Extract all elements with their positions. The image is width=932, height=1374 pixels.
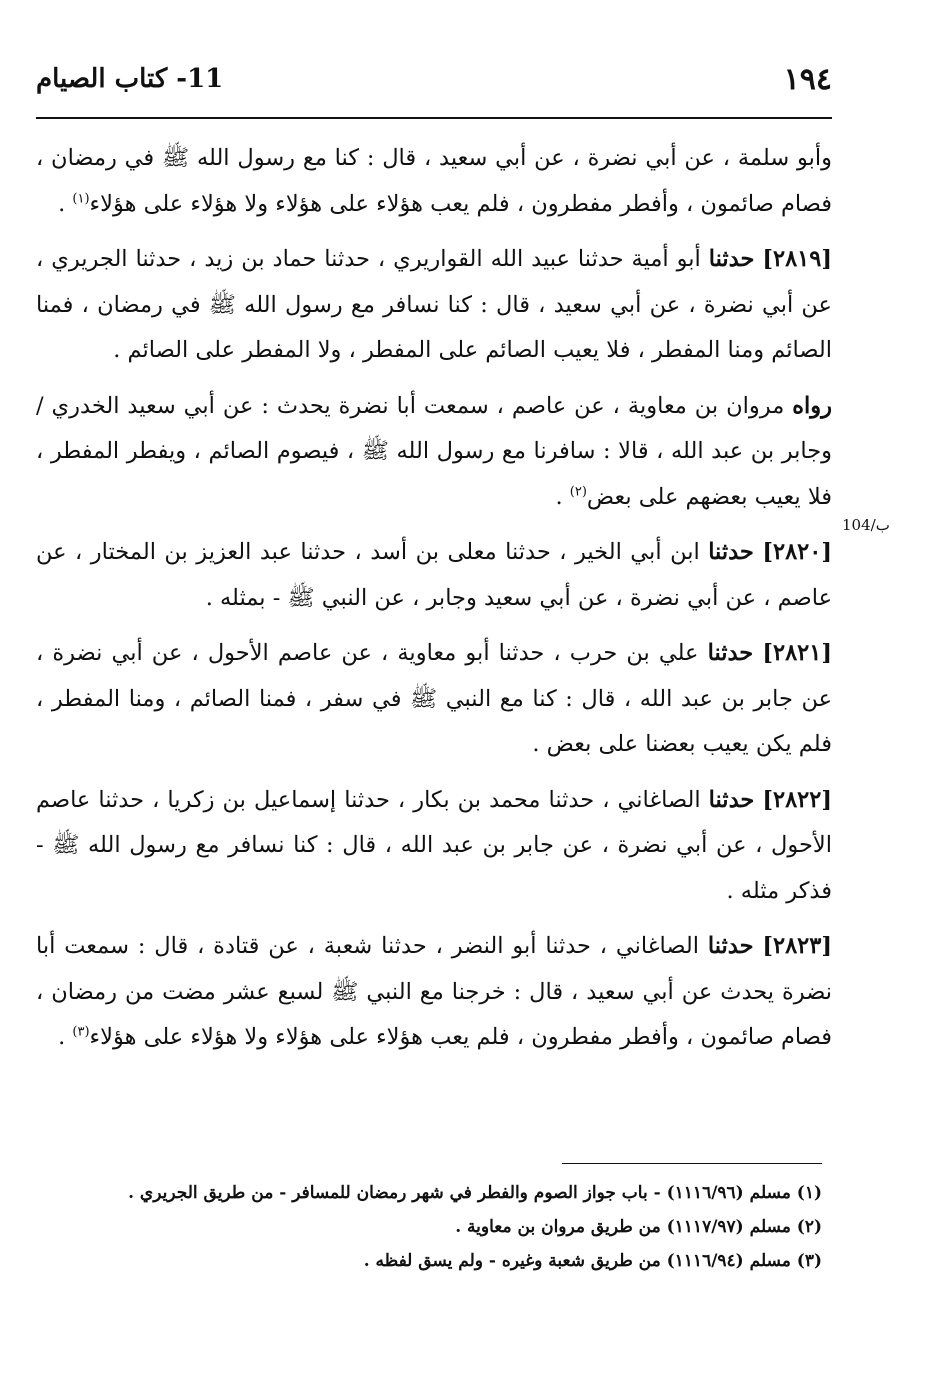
footnote-2: (٢) مسلم (١١١٧/٩٧) من طريق مروان بن معاوية . xyxy=(455,1217,822,1237)
footnote-divider xyxy=(562,1163,822,1164)
hadith-lead: حدثنا xyxy=(708,786,755,813)
footnote-marker[interactable]: (٣) xyxy=(72,1024,90,1040)
footnote-marker[interactable]: (١) xyxy=(72,191,90,206)
paragraph-text: الصاغاني ، حدثنا محمد بن بكار ، حدثنا إسماعيل بن زكريا ، حدثنا عاصم الأحول ، عن أبي نضرة ، عن جابر بن عبد الله ، قال : كنا نسافر مع رسول الله ﷺ - فذكر مثله . xyxy=(36,786,832,904)
footnote-1: (١) مسلم (١١١٦/٩٦) - باب جواز الصوم والفطر في شهر رمضان للمسافر - من طريق الجريري . xyxy=(128,1183,822,1203)
margin-folio-note: 104/ب xyxy=(842,516,890,534)
paragraph-tail: . xyxy=(555,483,570,510)
hadith-number: [٢٨٢٣] xyxy=(762,933,832,959)
hadith-number: [٢٨٢٠] xyxy=(762,539,832,565)
hadith-lead: حدثنا xyxy=(707,640,754,666)
hadith-number: [٢٨٢١] xyxy=(762,640,832,666)
main-text xyxy=(36,136,832,1071)
hadith-number: [٢٨٢٢] xyxy=(762,786,832,813)
page-number: ١٩٤ xyxy=(783,62,832,97)
paragraph-tail: . xyxy=(58,190,73,217)
narration-lead: رواه xyxy=(792,392,832,419)
footnote-3: (٣) مسلم (١١١٦/٩٤) من طريق شعبة وغيره - ولم يسق لفظه . xyxy=(363,1251,822,1271)
hadith-2822 xyxy=(36,778,832,915)
hadith-2821 xyxy=(36,631,832,768)
hadith-2823 xyxy=(36,924,832,1061)
chapter-title: 11- كتاب الصيام xyxy=(36,64,224,94)
paragraph-text: وأبو سلمة ، عن أبي نضرة ، عن أبي سعيد ، قال : كنا مع رسول الله ﷺ في رمضان ، فصام صائمون ، وأفطر مفطرون ، فلم يعب هؤلاء على هؤلاء ولا هؤلاء على هؤلاء xyxy=(36,145,832,217)
footnotes xyxy=(100,1176,822,1278)
paragraph-continuation xyxy=(36,136,832,227)
footnote-marker[interactable]: (٢) xyxy=(569,484,587,499)
hadith-2819 xyxy=(36,237,832,374)
page-header xyxy=(36,56,832,106)
paragraph-text: أبو أمية حدثنا عبيد الله القواريري ، حدثنا حماد بن زيد ، حدثنا الجريري ، عن أبي نضرة ، عن أبي سعيد ، قال : كنا نسافر مع رسول الله ﷺ في رمضان ، فمنا الصائم ومنا المفطر ، فلا يعيب الصائم على المفطر ، ولا المفطر على الصائم . xyxy=(36,246,832,363)
hadith-lead: حدثنا xyxy=(707,933,754,959)
narration-paragraph xyxy=(36,384,832,521)
paragraph-tail: . xyxy=(58,1024,73,1050)
hadith-2820 xyxy=(36,530,832,621)
paragraph-text: مروان بن معاوية ، عن عاصم ، سمعت أبا نضرة يحدث : عن أبي سعيد الخدري / وجابر بن عبد الله ، قالا : سافرنا مع رسول الله ﷺ ، فيصوم الصائم ، ويفطر المفطر ، فلا يعيب بعضهم على بعض xyxy=(36,392,832,510)
paragraph-text: ابن أبي الخير ، حدثنا معلى بن أسد ، حدثنا عبد العزيز بن المختار ، عن عاصم ، عن أبي نضرة ، عن أبي سعيد وجابر ، عن النبي ﷺ - بمثله . xyxy=(36,539,832,611)
hadith-lead: حدثنا xyxy=(708,539,754,565)
hadith-number: [٢٨١٩] xyxy=(762,246,832,272)
header-divider xyxy=(36,117,832,119)
hadith-lead: حدثنا xyxy=(708,246,755,272)
paragraph-text: علي بن حرب ، حدثنا أبو معاوية ، عن عاصم الأحول ، عن أبي نضرة ، عن جابر بن عبد الله ، قال : كنا مع النبي ﷺ في سفر ، فمنا الصائم ، ومنا المفطر ، فلم يكن يعيب بعضنا على بعض . xyxy=(36,640,832,757)
paragraph-text: الصاغاني ، حدثنا أبو النضر ، حدثنا شعبة ، عن قتادة ، قال : سمعت أبا نضرة يحدث عن أبي سعيد ، قال : خرجنا مع النبي ﷺ لسبع عشر مضت من رمضان ، فصام صائمون ، وأفطر مفطرون ، فلم يعب هؤلاء على هؤلاء ولا هؤلاء على هؤلاء xyxy=(36,933,832,1050)
